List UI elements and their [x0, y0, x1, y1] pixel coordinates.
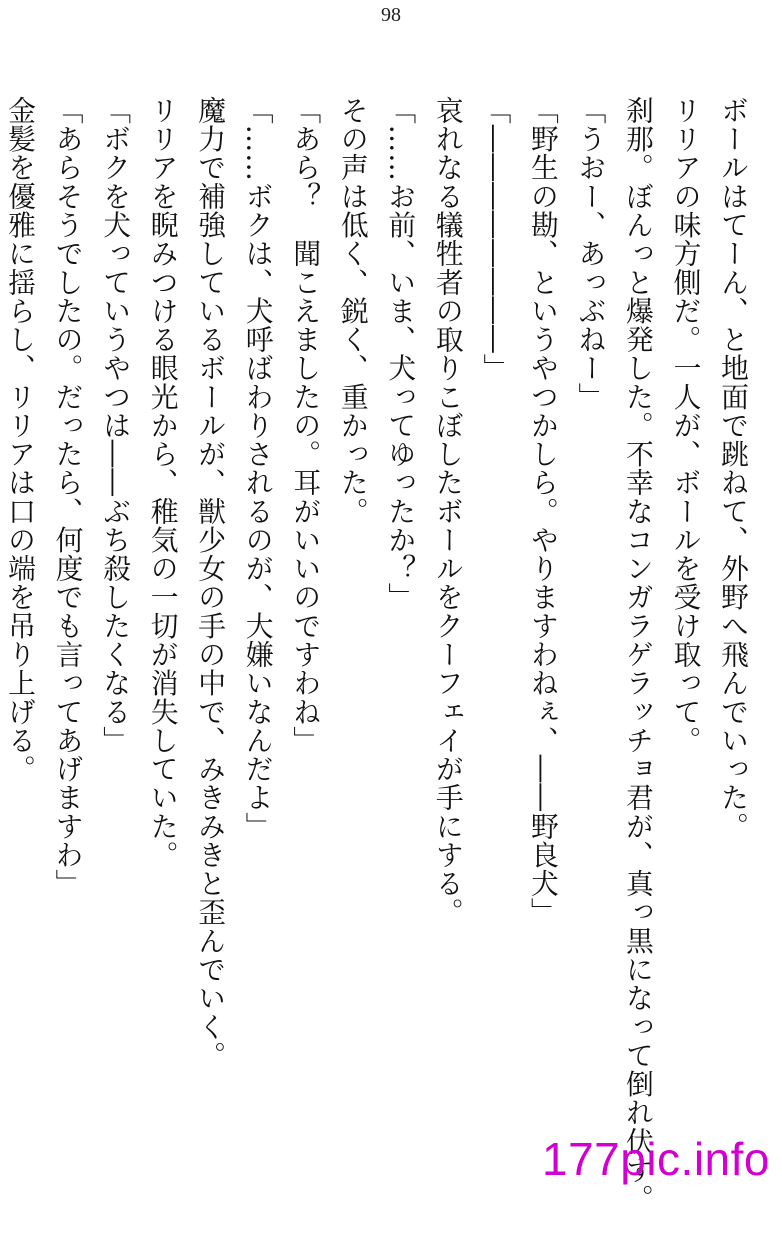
text-line: 金髪を優雅に揺らし、リリアは口の端を吊り上げる。	[3, 96, 37, 784]
text-line: リリアを睨みつける眼光から、稚気の一切が消失していた。	[145, 96, 179, 870]
text-line: 「……お前、いま、犬ってゆったか？」	[383, 96, 417, 612]
text-line: 「ボクを犬っていうやつは――ぶち殺したくなる」	[98, 96, 132, 755]
text-line: 「あらそうでしたの。だったら、何度でも言ってあげますわ」	[50, 96, 84, 898]
text-line: 哀れなる犠牲者の取りこぼしたボールをクーフェイが手にする。	[430, 96, 464, 927]
text-line: 魔力で補強しているボールが、獣少女の手の中で、みきみきと歪んでいく。	[193, 96, 227, 1070]
text-line: その声は低く、鋭く、重かった。	[335, 96, 369, 526]
text-line: 「……ボクは、犬呼ばわりされるのが、大嫌いなんだよ」	[240, 96, 274, 841]
text-line: 刹那。ぼんっと爆発した。不幸なコンガラゲラッチョ君が、真っ黒になって倒れ伏す。	[620, 96, 654, 1213]
watermark-text: 177pic.info	[542, 1133, 770, 1185]
text-line: 「――――――――」	[478, 96, 512, 383]
text-line: 「うおー、あっぶねー」	[573, 96, 607, 411]
text-line: ボールはてーん、と地面で跳ねて、外野へ飛んでいった。	[716, 96, 749, 841]
page-number: 98	[381, 4, 401, 26]
text-line: 「野生の勘、というやつかしら。やりますわねぇ、――野良犬」	[525, 96, 559, 927]
text-line: 「あら？ 聞こえましたの。耳がいいのですわね」	[288, 96, 322, 755]
text-line: リリアの味方側だ。一人が、ボールを受け取って。	[668, 96, 702, 755]
